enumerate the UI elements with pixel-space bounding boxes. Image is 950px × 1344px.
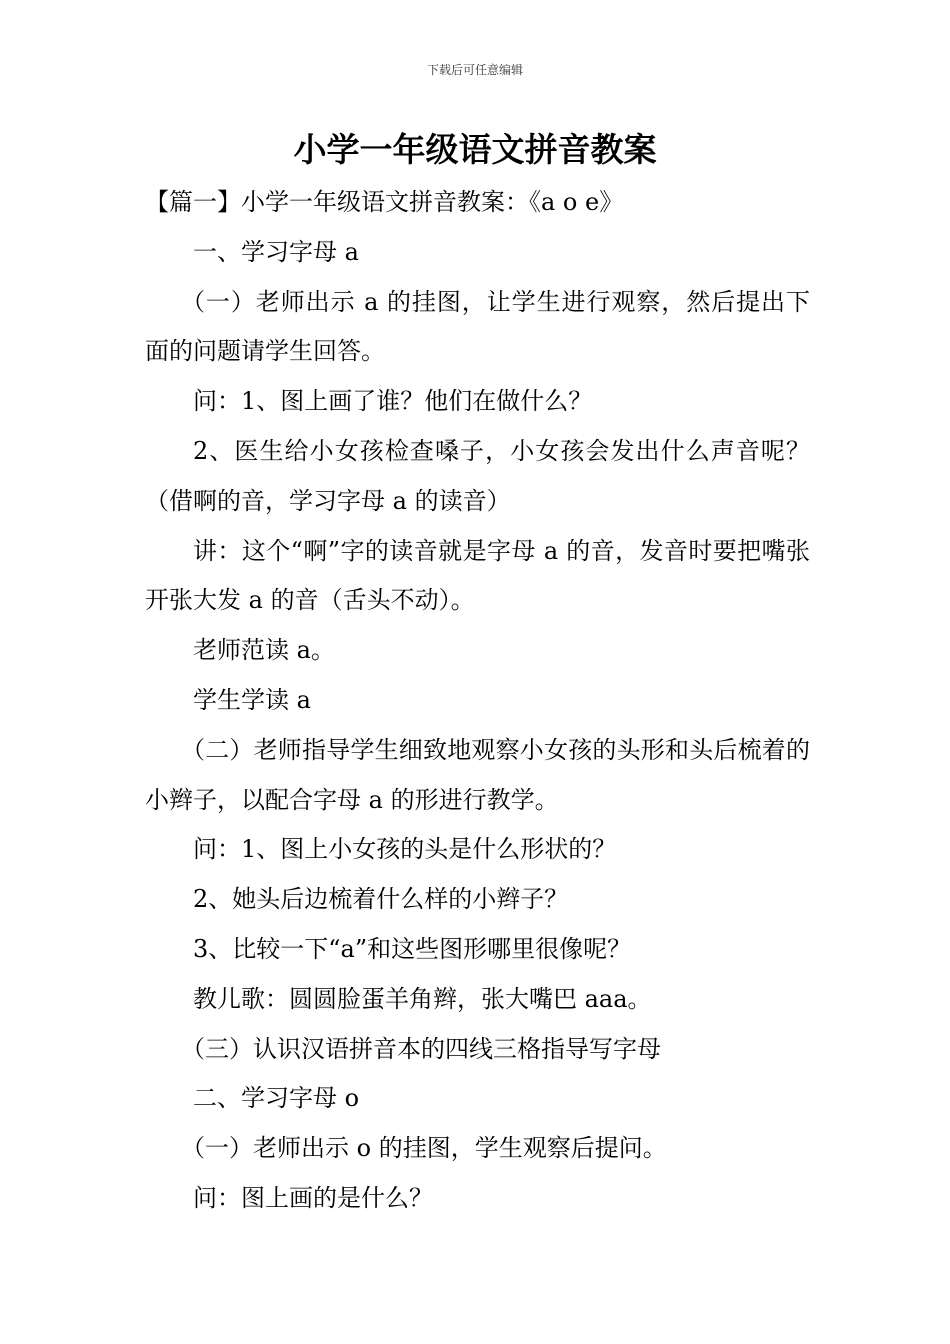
paragraph: 一、学习字母 a	[193, 237, 359, 266]
paragraph: 二、学习字母 o	[193, 1084, 360, 1113]
document-body	[145, 178, 810, 1224]
paragraph: 3、比较一下“a”和这些图形哪里很像呢？	[193, 934, 632, 963]
paragraph: 问：1、图上小女孩的头是什么形状的？	[193, 835, 617, 864]
paragraph: 2、她头后边梳着什么样的小辫子？	[193, 885, 569, 914]
paragraph: 2、医生给小女孩检查嗓子，小女孩会发出什么声音呢？（借啊的音，学习字母 a 的读音）	[145, 436, 810, 515]
paragraph: 学生学读 a	[193, 685, 311, 714]
paragraph: （一）老师出示 a 的挂图，让学生进行观察，然后提出下面的问题请学生回答。	[145, 287, 810, 366]
paragraph: 教儿歌：圆圆脸蛋羊角辫，张大嘴巴 aaa。	[193, 984, 652, 1013]
page-header-note: 下载后可任意编辑	[426, 63, 523, 77]
document-title: 小学一年级语文拼音教案	[293, 130, 657, 169]
paragraph: （二）老师指导学生细致地观察小女孩的头形和头后梳着的小辫子，以配合字母 a 的形进行教学。	[145, 735, 810, 814]
paragraph: 问：图上画的是什么？	[193, 1183, 433, 1212]
paragraph: （三）认识汉语拼音本的四线三格指导写字母	[181, 1034, 661, 1063]
paragraph: 讲：这个“啊”字的读音就是字母 a 的音，发音时要把嘴张开张大发 a 的音（舌头不动）。	[145, 536, 810, 615]
paragraph: 问：1、图上画了谁？他们在做什么？	[193, 387, 593, 416]
paragraph: 老师范读 a。	[193, 636, 335, 665]
section-heading: 【篇一】小学一年级语文拼音教案：《a o e》	[145, 188, 624, 216]
paragraph: （一）老师出示 o 的挂图，学生观察后提问。	[181, 1134, 667, 1163]
